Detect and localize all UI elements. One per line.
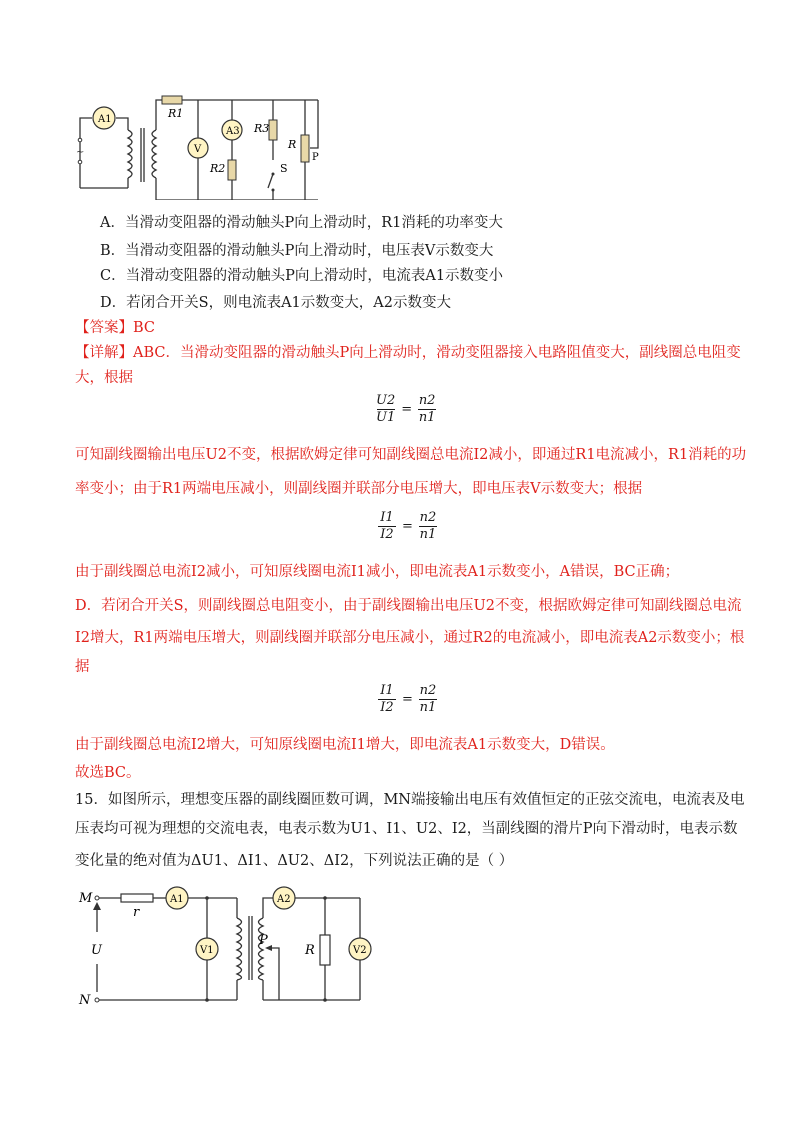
label-a2-meter: A2 bbox=[277, 894, 291, 905]
equation-1: U2 U1 = n2 n1 bbox=[376, 393, 436, 425]
option-c: C．当滑动变阻器的滑动触头P向上滑动时，电流表A1示数变小 bbox=[100, 268, 504, 284]
svg-text:~: ~ bbox=[76, 147, 85, 158]
analysis-line-4: 率变小；由于R1两端电压减小，则副线圈并联部分电压增大，即电压表V示数变大；根据 bbox=[75, 481, 643, 497]
equation-2: I1 I2 = n2 n1 bbox=[378, 510, 437, 543]
label-a1-meter: A1 bbox=[170, 894, 184, 905]
option-d: D．若闭合开关S，则电流表A1示数变大，A2示数变大 bbox=[100, 295, 451, 311]
analysis-line-10: 故选BC。 bbox=[75, 765, 141, 781]
label-r3: R3 bbox=[254, 122, 270, 135]
label-m: M bbox=[79, 891, 93, 906]
label-n: N bbox=[79, 993, 91, 1008]
label-big-r: R bbox=[305, 943, 315, 958]
label-a1: A1 bbox=[98, 114, 112, 125]
label-r2: R2 bbox=[210, 162, 226, 175]
label-a3: A3 bbox=[226, 126, 240, 137]
equation-3: I1 I2 = n2 n1 bbox=[378, 683, 437, 716]
analysis-line-5: 由于副线圈总电流I2减小，可知原线圈电流I1减小，即电流表A1示数变小，A错误，BC正确； bbox=[75, 564, 680, 580]
q15-line-1: 15．如图所示，理想变压器的副线圈匝数可调，MN端接输出电压有效值恒定的正弦交流电，电流表及电 bbox=[75, 792, 745, 808]
label-v: V bbox=[194, 144, 202, 155]
label-r1: R1 bbox=[168, 107, 184, 120]
circuit-diagram-1 bbox=[70, 90, 340, 200]
q15-line-3: 变化量的绝对值为ΔU1、ΔI1、ΔU2、ΔI2，下列说法正确的是（ ） bbox=[75, 853, 514, 869]
label-v1-meter: V1 bbox=[200, 945, 214, 956]
analysis-line-3: 可知副线圈输出电压U2不变，根据欧姆定律可知副线圈总电流I2减小，即通过R1电流减小，R1消耗的功 bbox=[75, 447, 747, 463]
option-a: A．当滑动变阻器的滑动触头P向上滑动时，R1消耗的功率变大 bbox=[100, 215, 503, 231]
option-b: B．当滑动变阻器的滑动触头P向上滑动时，电压表V示数变大 bbox=[100, 243, 494, 259]
analysis-line-6: D．若闭合开关S，则副线圈总电阻变小，由于副线圈输出电压U2不变，根据欧姆定律可知副线圈总电流 bbox=[75, 598, 742, 614]
label-u: U bbox=[91, 943, 102, 958]
analysis-line-1: 【详解】ABC．当滑动变阻器的滑动触头P向上滑动时，滑动变阻器接入电路阻值变大，副线圈总电阻变 bbox=[75, 345, 741, 361]
label-s: S bbox=[280, 162, 288, 175]
label-v2-meter: V2 bbox=[353, 945, 367, 956]
circuit-diagram-2 bbox=[75, 880, 385, 1010]
label-p-slider: P bbox=[259, 933, 268, 948]
analysis-line-8: 据 bbox=[75, 659, 90, 675]
analysis-line-2: 大，根据 bbox=[75, 370, 133, 386]
label-p: P bbox=[312, 152, 319, 163]
q15-line-2: 压表均可视为理想的交流电表，电表示数为U1、I1、U2、I2，当副线圈的滑片P向下滑动时，电表示数 bbox=[75, 821, 738, 837]
analysis-line-9: 由于副线圈总电流I2增大，可知原线圈电流I1增大，即电流表A1示数变大，D错误。 bbox=[75, 737, 615, 753]
analysis-line-7: I2增大，R1两端电压增大，则副线圈并联部分电压减小，通过R2的电流减小，即电流表A2示数变小；根 bbox=[75, 630, 745, 646]
answer-line: 【答案】BC bbox=[75, 320, 156, 336]
label-small-r: r bbox=[133, 905, 140, 920]
label-r: R bbox=[288, 138, 297, 151]
